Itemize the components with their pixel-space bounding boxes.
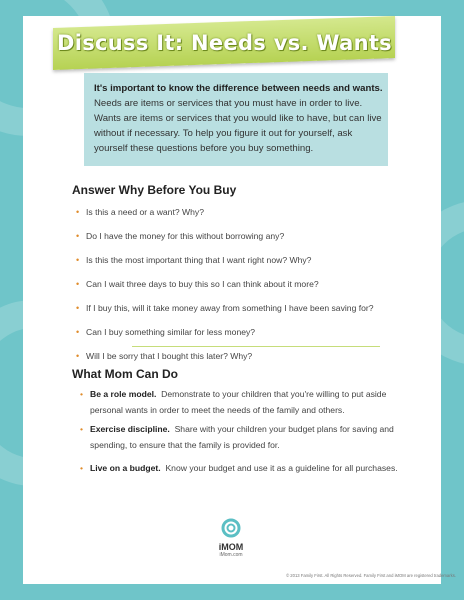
bullet-icon: • xyxy=(80,389,84,399)
intro-lead: It's important to know the difference between needs and wants. xyxy=(94,83,383,94)
list-item: • Exercise discipline. Share with your children your budget plans for saving and spending, to ensure that the family is provided for. xyxy=(80,421,410,453)
logo-url: iMom.com xyxy=(219,552,243,558)
bullet-icon: • xyxy=(76,303,80,313)
bullet-icon: • xyxy=(76,279,80,289)
bullet-icon: • xyxy=(76,207,80,217)
list-item: • Live on a budget. Know your budget and use it as a guideline for all purchases. xyxy=(80,460,410,476)
list-item: • Be a role model. Demonstrate to your children that you're willing to put aside personal wants in order to meet the needs of the family and others. xyxy=(80,386,410,418)
list-item: • Can I buy something similar for less money? xyxy=(76,327,256,337)
swirl-logo-icon xyxy=(218,518,244,538)
copyright-text: © 2013 Family First. All Rights Reserved. Family First and iMOM are registered trademarks. xyxy=(286,573,456,578)
logo-name: iMOM xyxy=(218,542,244,552)
bullet-icon: • xyxy=(76,231,80,241)
section-divider xyxy=(132,346,380,347)
list-item: • Is this a need or a want? Why? xyxy=(76,207,204,217)
bullet-icon: • xyxy=(76,327,80,337)
list-item: • Do I have the money for this without borrowing any? xyxy=(76,231,285,241)
section-heading-answer-why: Answer Why Before You Buy xyxy=(72,183,237,197)
imom-logo xyxy=(208,518,254,558)
bullet-icon: • xyxy=(76,255,80,265)
list-item: • Will I be sorry that I bought this later? Why? xyxy=(76,351,253,361)
question-list xyxy=(76,206,374,374)
intro-text: Needs are items or services that you must have in order to live. Wants are items or services that you would like to have, but can live without if necessary. To help you figure it out for yourself, ask yourself these questions before you buy something. xyxy=(94,98,382,154)
page-title: Discuss It: Needs vs. Wants xyxy=(56,31,392,55)
bullet-icon: • xyxy=(80,424,84,434)
section-heading-mom-can-do: What Mom Can Do xyxy=(72,367,178,381)
list-item: • If I buy this, will it take money away from something I have been saving for? xyxy=(76,303,374,313)
bullet-icon: • xyxy=(80,463,84,473)
bullet-icon: • xyxy=(76,351,80,361)
intro-box xyxy=(84,73,388,166)
list-item: • Is this the most important thing that I want right now? Why? xyxy=(76,255,312,265)
list-item: • Can I wait three days to buy this so I can think about it more? xyxy=(76,279,319,289)
